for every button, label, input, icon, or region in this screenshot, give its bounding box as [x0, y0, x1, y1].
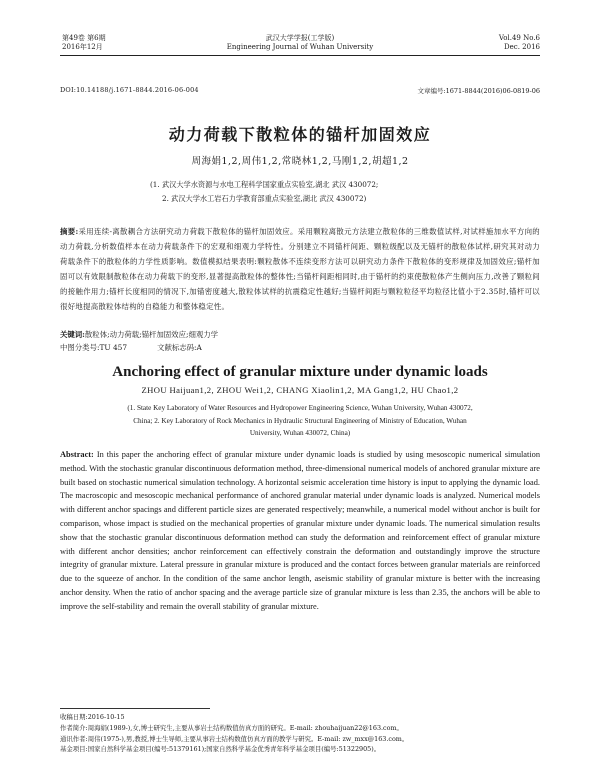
class-number: 中图分类号:TU 457 [60, 343, 128, 352]
keywords-text: 散粒体;动力荷载;锚杆加固效应;细观力学 [84, 330, 219, 339]
authors-cn: 周海娟1,2,周伟1,2,常晓林1,2,马刚1,2,胡超1,2 [191, 156, 409, 167]
classification [60, 342, 232, 353]
affiliation-cn-1: (1. 武汉大学水资源与水电工程科学国家重点实验室,湖北 武汉 430072; [150, 180, 379, 189]
volume-issue-cn: 第49卷 第6期 [62, 34, 106, 42]
footnote-funding: 基金项目:国家自然科学基金项目(编号:51379161);国家自然科学基金优秀青年科学基金项目(编号:51322905)。 [60, 745, 381, 754]
footnote-corresponding: 通讯作者:周伟(1975-),男,教授,博士生导师,主要从事岩土结构数值仿真方面的教学与研究。E-mail: zw_mxx@163.com。 [60, 734, 409, 743]
abstract-en-label: Abstract: [60, 450, 94, 459]
title-cn: 动力荷载下散粒体的锚杆加固效应 [168, 125, 432, 144]
keywords-label: 关键词: [60, 330, 85, 339]
header-rule [60, 55, 540, 56]
affiliation-cn-2: 2. 武汉大学水工岩石力学教育部重点实验室,湖北 武汉 430072) [162, 194, 367, 203]
article-number: 文章编号:1671-8844(2016)06-0819-06 [417, 87, 540, 95]
affiliation-en-line-2: China; 2. Key Laboratory of Rock Mechanics in Hydraulic Structural Engineering of Ministry of Education, Wuhan [133, 416, 467, 425]
footnote-rule [60, 708, 210, 709]
abstract-cn-label: 摘要: [60, 227, 79, 236]
abstract-en-text: In this paper the anchoring effect of granular mixture under dynamic loads is studied by using mesoscopic numerical simulation method. With the stochastic granular discontinuous deformation method, three-dimensional numerical models of anchored granular mixture are built based on stochastic numerical simulation technology. A horizontal seismic acceleration time history is input to applying the dynamic load. The macroscopic and mesoscopic mechanical performance of anchored granular material under dynamic loads is analyzed. Numerical models with different anchor spacings and different particle sizes are generated respectively; meanwhile, a numerical model without anchor is built for comparison, whose impact is studied on the mechanical properties of granular mixture under dynamic loads. The numerical simulation results show that the stochastic granular discontinuous deformation method can study the deformation and reinforcement effect of granular mixture with different anchor densities; anchor reinforcement can effectively constrain the deformation and outstandingly improve the structure integrity of granular mixture. Lateral pressure in granular mixture is produced and the contact forces between granular materials are reinforced due to the squeeze of anchor. In the condition of the same anchor length, aseismic stability of granular mixture is better with the increasing anchor density. When the ratio of anchor spacing and the average particle size of granular mixture is less than 2.35, the anchors will be able to improve the self-stability and remain the overall stability of granular mixture. [60, 450, 540, 611]
date-cn: 2016年12月 [62, 43, 103, 51]
affiliation-en-line-3: University, Wuhan 430072, China) [249, 429, 351, 437]
authors-en: ZHOU Haijuan1,2, ZHOU Wei1,2, CHANG Xiaolin1,2, MA Gang1,2, HU Chao1,2 [141, 385, 459, 395]
volume-issue-en: Vol.49 No.6 [498, 34, 540, 42]
header-volume-cn [62, 34, 106, 52]
affiliations-cn [150, 178, 450, 206]
abstract-en [60, 448, 540, 614]
date-en: Dec. 2016 [504, 43, 540, 51]
header-journal [150, 34, 450, 52]
header-volume-en [499, 34, 540, 52]
affiliations-en [90, 402, 510, 440]
abstract-cn [60, 224, 540, 314]
keywords-cn [60, 328, 540, 341]
footnote-received: 收稿日期:2016-10-15 [60, 713, 125, 721]
title-en: Anchoring effect of granular mixture under dynamic loads [112, 364, 488, 380]
journal-name-en: Engineering Journal of Wuhan University [226, 43, 374, 51]
doi: DOI:10.14188/j.1671-8844.2016-06-004 [60, 86, 199, 94]
footnotes [60, 712, 540, 755]
abstract-cn-text: 采用连续-离散耦合方法研究动力荷载下散粒体的锚杆加固效应。采用颗粒离散元方法建立散粒体的三维数值试样,对试样施加水平方向的动力荷载,分析数值样本在动力荷载条件下的宏观和细观力学特性。分别建立不同锚杆间距、颗粒级配以及无锚杆的散粒体试样,研究其对动力荷载条件下的散粒体的力学性质影响。数值模拟结果表明:颗粒散体不连续变形方法可以研究动力条件下散粒体的变形规律及加固效应;锚杆加固可以有效限制散粒体在动力荷载下的变形,显著提高散粒体的整体性;当锚杆间距相同时,由于锚杆的约束使散粒体产生侧向压力,改善了颗粒间的接触作用力;锚杆长度相同的情况下,加锚密度越大,散粒体试样的抗震稳定性越好;当锚杆间距与颗粒粒径平均粒径比值小于2.35时,锚杆可以很好地提高散粒体结构的自稳能力和整体稳定性。 [60, 227, 540, 311]
affiliation-en-line-1: (1. State Key Laboratory of Water Resources and Hydropower Engineering Science, Wuhan University, Wuhan 430072, [127, 404, 473, 412]
footnote-author-bio: 作者简介:周海娟(1989-),女,博士研究生,主要从事岩土结构数值仿真方面的研究。E-mail: zhouhaijuan22@163.com。 [60, 723, 403, 732]
document-code: 文献标志码:A [157, 343, 202, 352]
journal-name-cn: 武汉大学学报(工学版) [265, 34, 335, 42]
